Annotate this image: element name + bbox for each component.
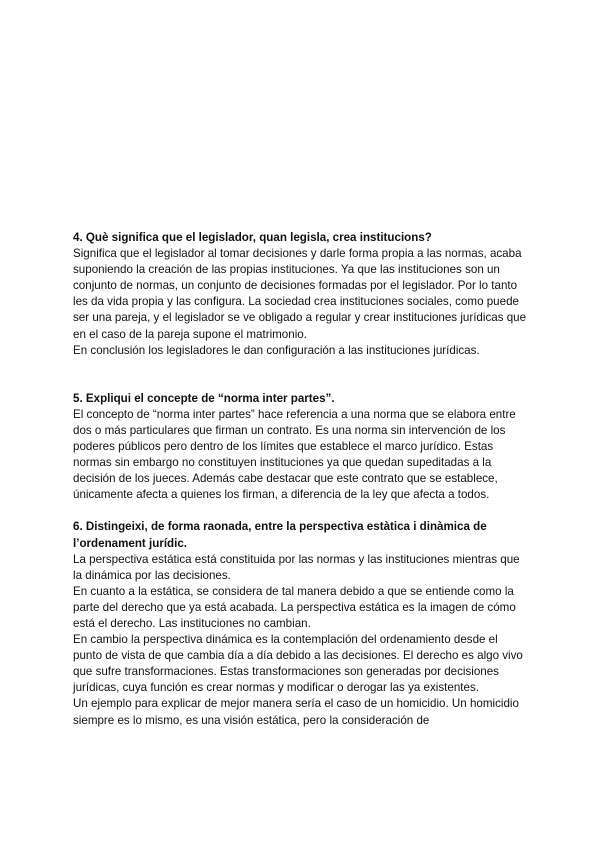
section-question-5: [73, 391, 528, 504]
section-question-6: [73, 519, 528, 728]
answer-paragraph: Significa que el legislador al tomar decisiones y darle forma propia a las normas, acaba suponiendo la creación de las propias instituciones. Ya que las instituciones son un conjunto de normas, un conjunto de decisiones formadas por el legislador. Por lo tanto les da vida propia y las configura. La sociedad crea instituciones sociales, como puede ser una pareja, y el legislador se ve obligado a regular y crear instituciones jurídicas que en el caso de la pareja supone el matrimonio.: [73, 247, 527, 341]
answer-paragraph: En conclusión los legisladores le dan configuración a las instituciones jurídicas.: [73, 343, 480, 357]
answer-paragraph: Un ejemplo para explicar de mejor manera sería el caso de un homicidio. Un homicidio siempre es lo mismo, es una visión estática, pero la consideración de: [73, 697, 519, 727]
document-body: [73, 230, 528, 729]
answer-paragraph: La perspectiva estática está constituida por las normas y las instituciones mientras que la dinámica por las decisiones.: [73, 552, 520, 582]
question-heading: 6. Distingeixi, de forma raonada, entre la perspectiva estàtica i dinàmica de l’ordenament jurídic.: [73, 520, 487, 550]
question-heading: 4. Què significa que el legislador, quan legisla, crea institucions?: [73, 231, 432, 244]
answer-paragraph: En cambio la perspectiva dinámica es la contemplación del ordenamiento desde el punto de vista de que cambia día a día debido a las decisiones. El derecho es algo vivo que sufre transformaciones. Estas transformaciones son generadas por decisiones jurídicas, cuya función es crear normas y modificar o derogar las ya existentes.: [73, 633, 523, 695]
answer-paragraph: El concepto de “norma inter partes” hace referencia a una norma que se elabora entre dos o más particulares que firman un contrato. Es una norma sin intervención de los poderes públicos pero dentro de los límites que establece el marco jurídico. Estas normas sin embargo no constituyen instituciones ya que quedan supeditadas a la decisión de los jueces. Además cabe destacar que este contrato que se establece, únicamente afecta a quienes los firman, a diferencia de la ley que afecta a todos.: [73, 407, 516, 502]
section-question-4: [73, 230, 528, 359]
question-heading: 5. Expliqui el concepte de “norma inter partes”.: [73, 391, 335, 405]
answer-paragraph: En cuanto a la estática, se considera de tal manera debido a que se entiende como la parte del derecho que ya está acabada. La perspectiva estática es la imagen de cómo está el derecho. Las instituciones no cambian.: [73, 584, 516, 630]
